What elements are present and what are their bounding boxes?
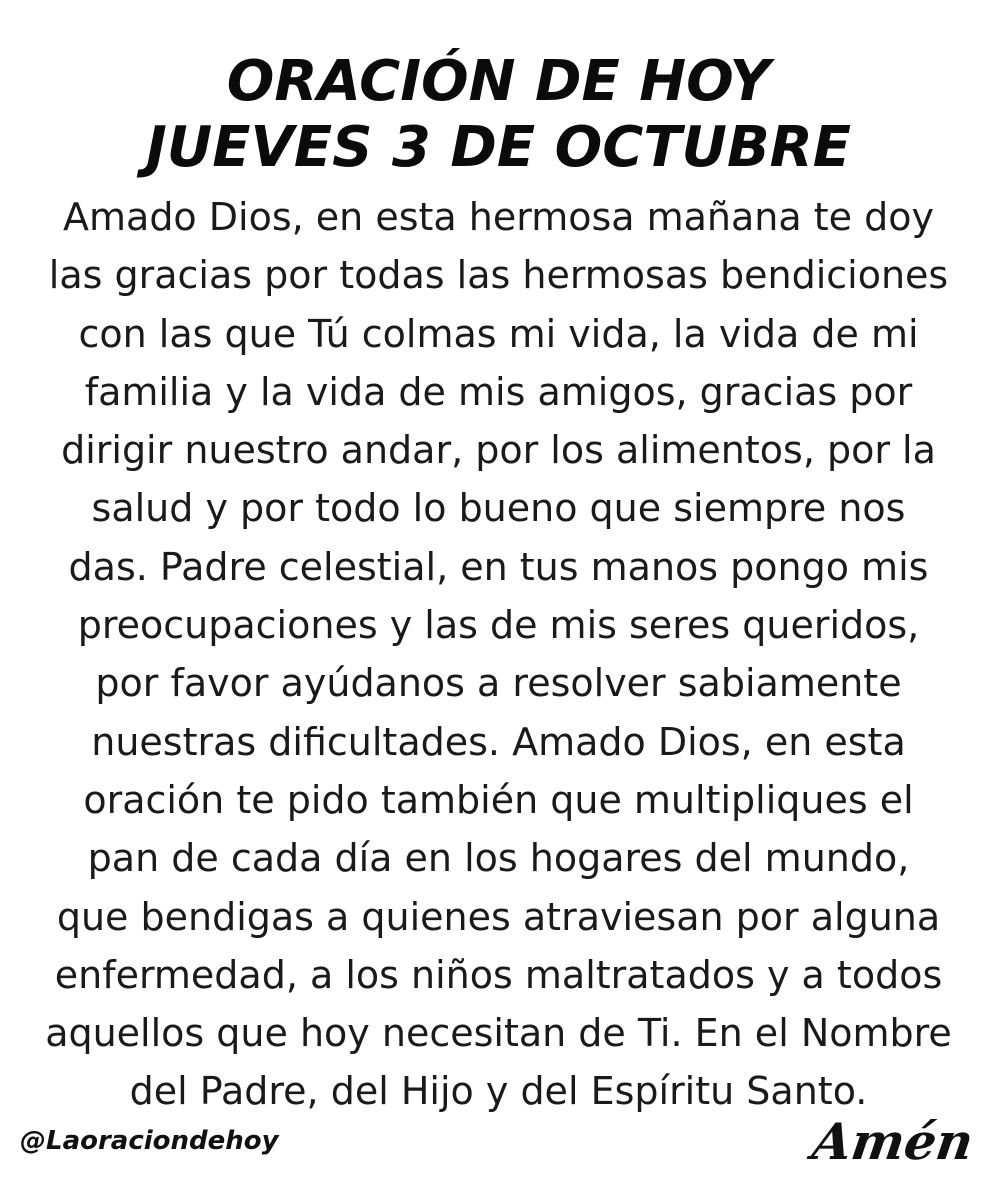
social-handle: @Laoraciondehoy (20, 1126, 279, 1156)
prayer-line: nuestras dificultades. Amado Dios, en esta (91, 719, 906, 764)
prayer-text (0, 188, 997, 1121)
date-subtitle: JUEVES 3 DE OCTUBRE (145, 115, 852, 180)
page-title: ORACIÓN DE HOY (226, 49, 771, 114)
prayer-line: salud y por todo lo bueno que siempre nos (91, 486, 906, 531)
prayer-line: oración te pido también que multipliques el (83, 777, 914, 822)
prayer-line: Amado Dios, en esta hermosa mañana te doy (63, 195, 934, 239)
prayer-line: dirigir nuestro andar, por los alimentos, por la (61, 428, 936, 473)
prayer-line: enfermedad, a los niños maltratados y a todos (54, 952, 943, 997)
prayer-line: con las que Tú colmas mi vida, la vida de mi (78, 311, 919, 356)
prayer-line: pan de cada día en los hogares del mundo, (87, 836, 910, 881)
prayer-line: das. Padre celestial, en tus manos pongo mis (68, 544, 929, 589)
prayer-line: por favor ayúdanos a resolver sabiamente (95, 661, 902, 706)
amen-signature: Amén (808, 1112, 978, 1171)
prayer-line: preocupaciones y las de mis seres queridos, (77, 603, 920, 648)
prayer-line: familia y la vida de mis amigos, gracias por (84, 369, 913, 414)
prayer-line: las gracias por todas las hermosas bendiciones (48, 253, 949, 298)
prayer-line: del Padre, del Hijo y del Espíritu Santo. (129, 1069, 868, 1114)
prayer-line: que bendigas a quienes atraviesan por alguna (56, 894, 941, 939)
prayer-line: aquellos que hoy necesitan de Ti. En el Nombre (45, 1011, 952, 1056)
